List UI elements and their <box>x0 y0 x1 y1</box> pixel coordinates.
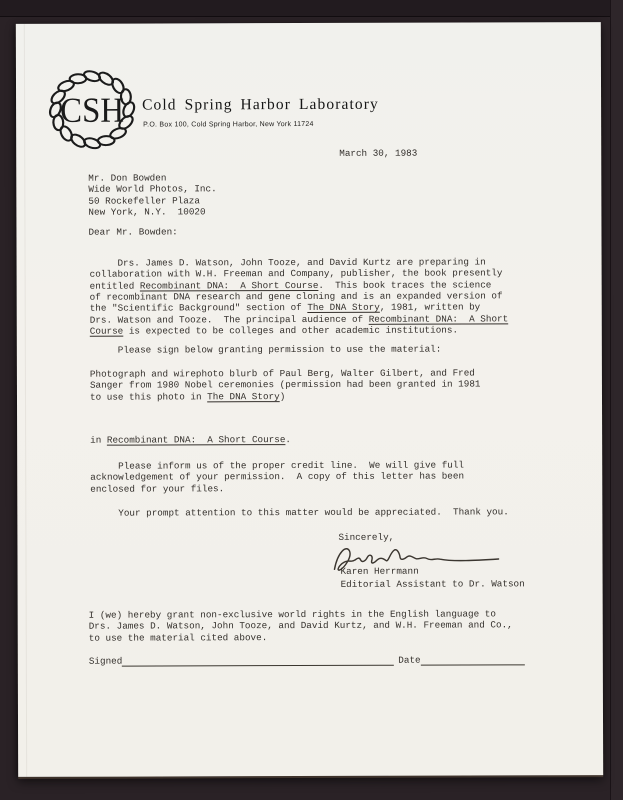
scanner-mat-right-band <box>610 0 623 800</box>
letter-date: March 30, 1983 <box>339 147 418 159</box>
signed-label: Signed <box>88 655 123 667</box>
paper-crease-line <box>24 24 27 777</box>
signed-blank-line <box>122 655 394 667</box>
logo-monogram-text: CSH <box>60 90 136 130</box>
signer-title: Editorial Assistant to Dr. Watson <box>340 578 525 590</box>
closing: Sincerely, <box>338 531 395 543</box>
signature-form-row <box>89 654 525 667</box>
csh-dna-ring-logo-icon <box>45 67 139 153</box>
organization-name: Cold Spring Harbor Laboratory <box>142 95 379 114</box>
organization-address: P.O. Box 100, Cold Spring Harbor, New York 11724 <box>143 120 314 129</box>
paragraph-rights-grant: I (we) hereby grant non-exclusive world rights in the English language to Drs. James D. Watson, John Tooze, and David Kurtz, and W.H. Freeman and Co., to use the material cited above. <box>88 608 513 644</box>
paragraph-prompt-attention: Your prompt attention to this matter would be appreciated. Thank you. <box>90 506 509 519</box>
paragraph-material-description: Photograph and wirephoto blurb of Paul Berg, Walter Gilbert, and Fred Sanger from 1980 Nobel ceremonies (permission had been granted in 1981 to use this photo in The DNA Story) <box>89 367 481 403</box>
signer-name: Karen Herrmann <box>340 565 419 577</box>
paragraph-sign-request: Please sign below granting permission to use the material: <box>89 343 442 356</box>
date-blank-line <box>421 655 525 666</box>
paragraph-in-book: in Recombinant DNA: A Short Course. <box>90 434 292 446</box>
salutation: Dear Mr. Bowden: <box>88 226 178 238</box>
paragraph-intro: Drs. James D. Watson, John Tooze, and David Kurtz are preparing in collaboration with W.H. Freeman and Company, publisher, the book presently entitled Recombinant DNA: A Short Course. This book traces the science of recombinant DNA research and gene cloning and is an expanded version of the "Scientific Background" section of The DNA Story, 1981, written by Drs. Watson and Tooze. The principal audience of Recombinant DNA: A Short Course is expected to be colleges and other academic institutions. <box>89 256 509 337</box>
paragraph-credit-line: Please inform us of the proper credit line. We will give full acknowledgement of your permission. A copy of this letter has been enclosed for your files. <box>90 459 465 495</box>
letter-paper-sheet <box>16 22 603 777</box>
recipient-address-block: Mr. Don Bowden Wide World Photos, Inc. 50 Rockefeller Plaza New York, N.Y. 10020 <box>88 172 217 218</box>
scanner-mat-top-band <box>0 0 623 17</box>
date-label: Date <box>398 654 421 666</box>
